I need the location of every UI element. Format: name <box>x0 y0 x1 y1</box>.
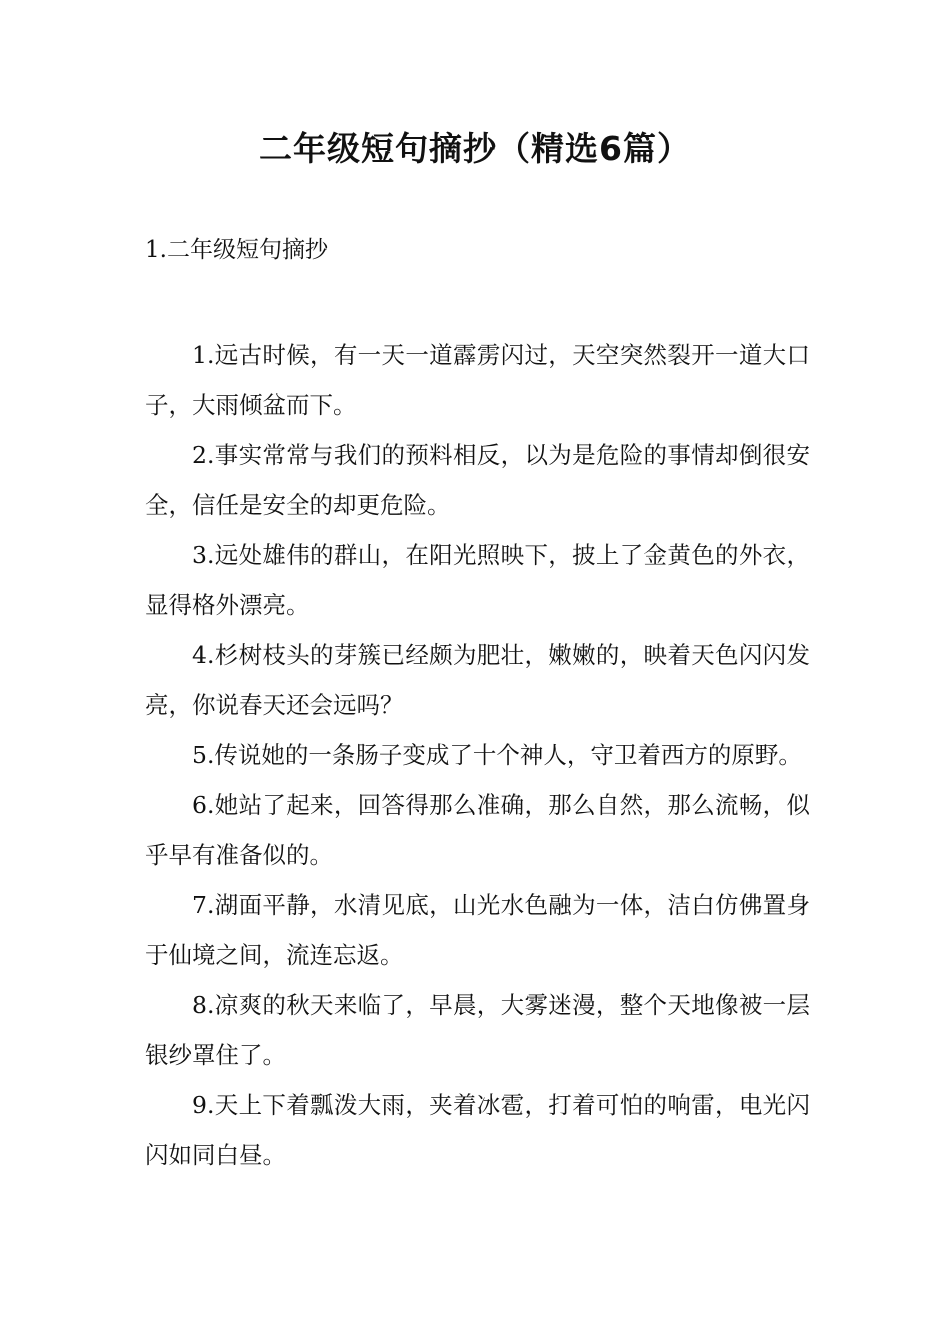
list-item: 6.她站了起来，回答得那么准确，那么自然，那么流畅，似乎早有准备似的。 <box>145 791 810 869</box>
list-item: 9.天上下着瓢泼大雨，夹着冰雹，打着可怕的响雷，电光闪闪如同白昼。 <box>145 1091 810 1169</box>
section-heading: 1.二年级短句摘抄 <box>145 237 328 263</box>
list-item: 1.远古时候，有一天一道霹雳闪过，天空突然裂开一道大口子，大雨倾盆而下。 <box>145 341 810 419</box>
list-item: 5.传说她的一条肠子变成了十个神人，守卫着西方的原野。 <box>192 741 802 769</box>
list-item: 4.杉树枝头的芽簇已经颇为肥壮，嫩嫩的，映着天色闪闪发亮，你说春天还会远吗？ <box>145 641 810 719</box>
list-item: 3.远处雄伟的群山，在阳光照映下，披上了金黄色的外衣，显得格外漂亮。 <box>145 541 810 619</box>
document-title: 二年级短句摘抄（精选6篇） <box>259 129 691 168</box>
sentence-list <box>145 330 810 1180</box>
list-item: 2.事实常常与我们的预料相反，以为是危险的事情却倒很安全，信任是安全的却更危险。 <box>145 441 810 519</box>
list-item: 7.湖面平静，水清见底，山光水色融为一体，洁白仿佛置身于仙境之间，流连忘返。 <box>145 891 810 969</box>
list-item: 8.凉爽的秋天来临了，早晨，大雾迷漫，整个天地像被一层银纱罩住了。 <box>145 991 810 1069</box>
